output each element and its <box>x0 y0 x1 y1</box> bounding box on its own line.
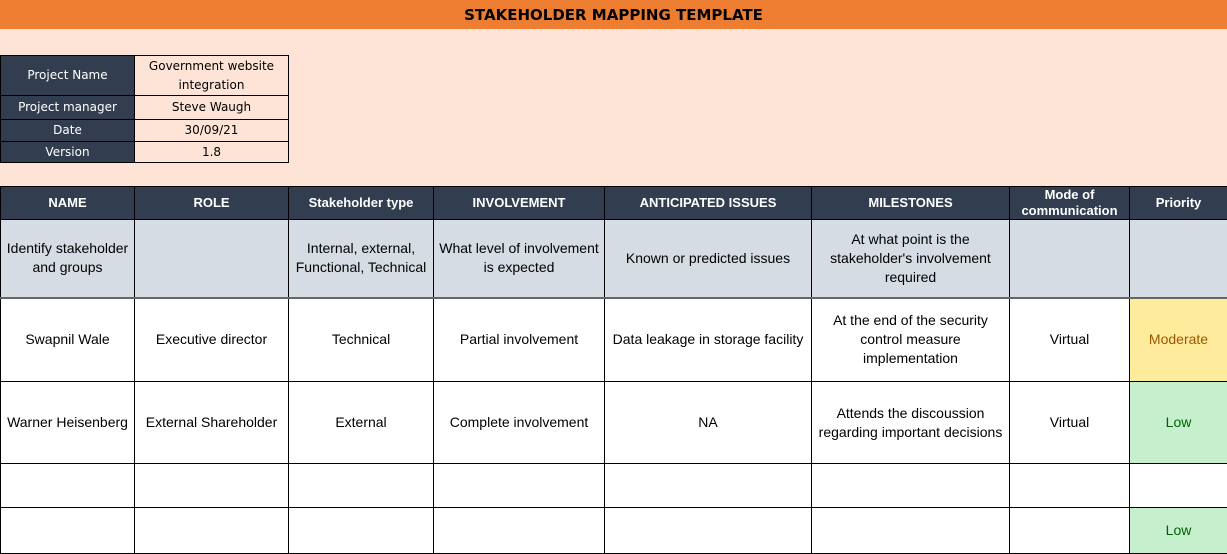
description-anticipated-issues[interactable]: Known or predicted issues <box>605 220 812 298</box>
project-name-value[interactable]: Government website integration <box>135 56 289 96</box>
cell-anticipated-issues[interactable] <box>605 508 812 554</box>
project-manager-value[interactable]: Steve Waugh <box>135 96 289 120</box>
description-involvement[interactable]: What level of involvement is expected <box>434 220 605 298</box>
description-milestones[interactable]: At what point is the stakeholder's involvement required <box>812 220 1010 298</box>
cell-stakeholder-type[interactable]: Technical <box>289 298 434 382</box>
cell-priority[interactable]: Low <box>1130 382 1227 464</box>
cell-anticipated-issues[interactable] <box>605 464 812 508</box>
column-header-stakeholder-type: Stakeholder type <box>289 187 434 220</box>
column-header-name: NAME <box>1 187 135 220</box>
cell-mode-of-communication[interactable]: Virtual <box>1010 382 1130 464</box>
version-value[interactable]: 1.8 <box>135 142 289 163</box>
cell-priority[interactable]: Low <box>1130 508 1227 554</box>
date-label: Date <box>1 120 135 142</box>
cell-role[interactable]: Executive director <box>135 298 289 382</box>
cell-involvement[interactable] <box>434 508 605 554</box>
cell-milestones[interactable]: At the end of the security control measure implementation <box>812 298 1010 382</box>
project-name-label: Project Name <box>1 56 135 96</box>
cell-stakeholder-type[interactable]: External <box>289 382 434 464</box>
cell-milestones[interactable] <box>812 508 1010 554</box>
cell-anticipated-issues[interactable]: Data leakage in storage facility <box>605 298 812 382</box>
cell-milestones[interactable]: Attends the discoussion regarding important decisions <box>812 382 1010 464</box>
cell-mode-of-communication[interactable]: Virtual <box>1010 298 1130 382</box>
cell-stakeholder-type[interactable] <box>289 464 434 508</box>
description-name[interactable]: Identify stakeholder and groups <box>1 220 135 298</box>
cell-role[interactable]: External Shareholder <box>135 382 289 464</box>
version-label: Version <box>1 142 135 163</box>
column-header-priority: Priority <box>1130 187 1227 220</box>
table-row <box>1 298 1227 382</box>
cell-involvement[interactable] <box>434 464 605 508</box>
cell-name[interactable] <box>1 508 135 554</box>
cell-mode-of-communication[interactable] <box>1010 508 1130 554</box>
date-value[interactable]: 30/09/21 <box>135 120 289 142</box>
cell-name[interactable]: Swapnil Wale <box>1 298 135 382</box>
cell-priority[interactable]: Moderate <box>1130 298 1227 382</box>
description-role[interactable] <box>135 220 289 298</box>
table-row <box>1 382 1227 464</box>
sheet-title: STAKEHOLDER MAPPING TEMPLATE <box>0 0 1227 29</box>
project-manager-label: Project manager <box>1 96 135 120</box>
cell-stakeholder-type[interactable] <box>289 508 434 554</box>
table-row <box>1 464 1227 508</box>
column-header-involvement: INVOLVEMENT <box>434 187 605 220</box>
project-info-table <box>0 55 289 163</box>
cell-role[interactable] <box>135 464 289 508</box>
cell-name[interactable]: Warner Heisenberg <box>1 382 135 464</box>
table-row <box>1 508 1227 554</box>
cell-involvement[interactable]: Partial involvement <box>434 298 605 382</box>
column-header-anticipated-issues: ANTICIPATED ISSUES <box>605 187 812 220</box>
cell-priority[interactable] <box>1130 464 1227 508</box>
description-priority[interactable] <box>1130 220 1227 298</box>
description-mode-of-communication[interactable] <box>1010 220 1130 298</box>
cell-involvement[interactable]: Complete involvement <box>434 382 605 464</box>
cell-name[interactable] <box>1 464 135 508</box>
cell-role[interactable] <box>135 508 289 554</box>
stakeholder-table <box>0 186 1227 554</box>
cell-anticipated-issues[interactable]: NA <box>605 382 812 464</box>
column-header-mode-of-communication: Mode of communication <box>1010 187 1130 220</box>
description-stakeholder-type[interactable]: Internal, external, Functional, Technical <box>289 220 434 298</box>
cell-mode-of-communication[interactable] <box>1010 464 1130 508</box>
column-header-role: ROLE <box>135 187 289 220</box>
column-header-milestones: MILESTONES <box>812 187 1010 220</box>
cell-milestones[interactable] <box>812 464 1010 508</box>
